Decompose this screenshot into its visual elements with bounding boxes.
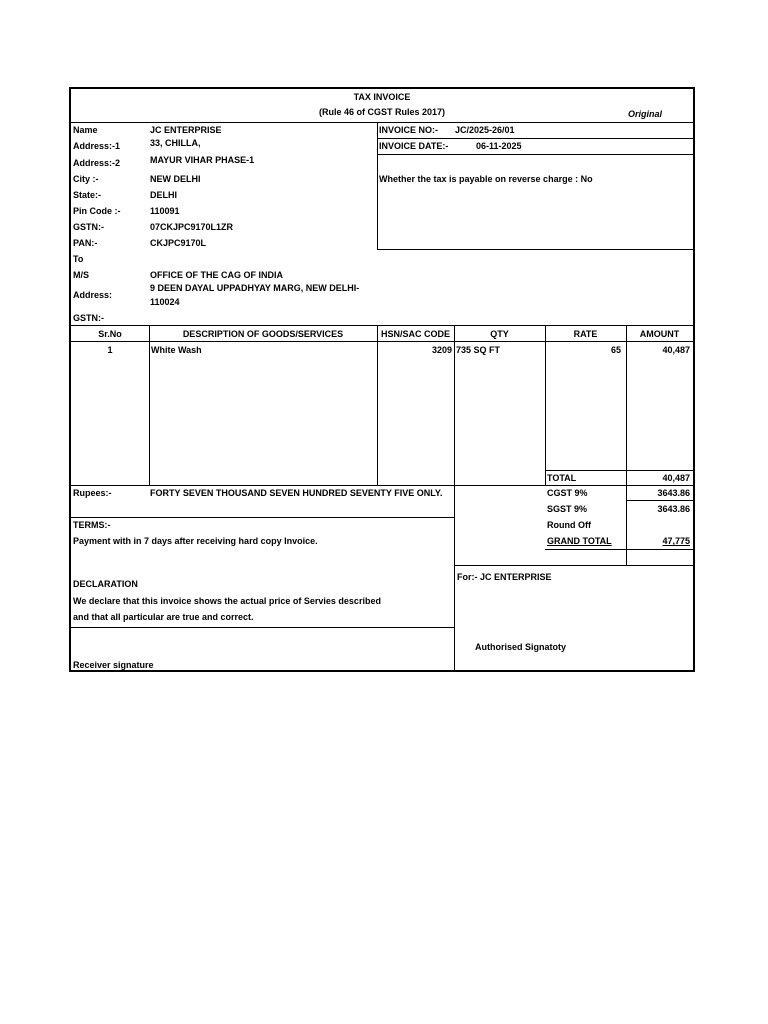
grand-total-top [545, 549, 693, 550]
grand-total-value: 47,775 [662, 536, 690, 546]
total-value: 40,487 [662, 473, 690, 483]
declaration-line1: We declare that this invoice shows the actual price of Servies described [73, 596, 381, 606]
buyer-name: OFFICE OF THE CAG OF INDIA [150, 270, 283, 280]
items-bottom [71, 485, 693, 486]
invoice-no-label: INVOICE NO:- [379, 125, 439, 135]
header-description: DESCRIPTION OF GOODS/SERVICES [182, 329, 344, 339]
declaration-line2: and that all particular are true and correct. [73, 612, 254, 622]
row-sr-no: 1 [107, 345, 113, 355]
authorised-signatory: Authorised Signatoty [475, 642, 567, 652]
row-description: White Wash [151, 345, 202, 355]
seller-invoice-divider [377, 122, 378, 250]
total-label: TOTAL [547, 473, 577, 483]
rupees-divider [71, 517, 454, 518]
header-qty: QTY [490, 329, 509, 339]
seller-state-label: State:- [73, 190, 102, 200]
invoice-no-divider [377, 138, 693, 139]
reverse-charge-divider [377, 249, 693, 250]
sgst-label: SGST 9% [547, 504, 588, 514]
invoice-no: JC/2025-26/01 [455, 125, 515, 135]
seller-pan-label: PAN:- [73, 238, 98, 248]
reverse-charge-note: Whether the tax is payable on reverse charge : No [379, 174, 593, 184]
buyer-ms-label: M/S [73, 270, 90, 280]
seller-name: JC ENTERPRISE [150, 125, 222, 135]
header-rate: RATE [573, 329, 598, 339]
seller-state: DELHI [150, 190, 177, 200]
header-row-bottom [71, 341, 693, 342]
rupees-label: Rupees:- [73, 488, 112, 498]
row-hsn: 3209 [431, 345, 452, 355]
total-row-top [545, 470, 693, 471]
round-off-label: Round Off [547, 520, 591, 530]
rule-reference: (Rule 46 of CGST Rules 2017) [318, 107, 446, 117]
terms-text: Payment with in 7 days after receiving hard copy Invoice. [73, 536, 318, 546]
row-amount: 40,487 [662, 345, 690, 355]
row-rate: 65 [610, 345, 621, 355]
for-company: For:- JC ENTERPRISE [457, 572, 552, 582]
buyer-address-label: Address: [73, 290, 113, 300]
seller-addr1: 33, CHILLA, [150, 138, 201, 148]
col-hsn-divider [454, 325, 455, 670]
cgst-value: 3643.86 [657, 488, 690, 498]
terms-label: TERMS:- [73, 520, 111, 530]
receiver-signature: Receiver signature [73, 660, 154, 670]
seller-addr2-label: Address:-2 [73, 158, 121, 168]
rupees-in-words: FORTY SEVEN THOUSAND SEVEN HUNDRED SEVENTY FIVE ONLY. [150, 488, 443, 498]
seller-gstn-label: GSTN:- [73, 222, 104, 232]
seller-pin-label: Pin Code :- [73, 206, 121, 216]
row-qty: 735 SQ FT [456, 345, 501, 355]
seller-addr2: MAYUR VIHAR PHASE-1 [150, 155, 255, 165]
invoice-date-divider [377, 154, 693, 155]
seller-addr1-label: Address:-1 [73, 141, 121, 151]
buyer-address-line1: 9 DEEN DAYAL UPPADHYAY MARG, NEW DELHI- [150, 283, 360, 293]
seller-name-label: Name [73, 125, 98, 135]
seller-pan: CKJPC9170L [150, 238, 207, 248]
sgst-value: 3643.86 [657, 504, 690, 514]
seller-gstn: 07CKJPC9170L1ZR [150, 222, 234, 232]
to-label: To [73, 254, 84, 264]
declaration-divider [71, 627, 454, 628]
seller-city-label: City :- [73, 174, 99, 184]
header-row-top [71, 325, 693, 326]
cgst-label: CGST 9% [547, 488, 588, 498]
invoice-date-label: INVOICE DATE:- [379, 141, 449, 151]
buyer-address-line2: 110024 [150, 297, 180, 307]
col-sr-divider [149, 325, 150, 486]
copy-label: Original [628, 109, 663, 119]
buyer-gstn-label: GSTN:- [73, 313, 104, 323]
invoice-title: TAX INVOICE [353, 92, 411, 102]
header-sr-no: Sr.No [98, 329, 122, 339]
tax-invoice [69, 87, 695, 672]
title-divider [71, 122, 693, 123]
seller-pin: 110091 [150, 206, 180, 216]
col-rate-divider [626, 325, 627, 566]
invoice-date: 06-11-2025 [476, 141, 522, 151]
grand-total-bottom [454, 565, 693, 566]
seller-city: NEW DELHI [150, 174, 201, 184]
cgst-divider [626, 500, 693, 501]
header-amount: AMOUNT [639, 329, 680, 339]
grand-total-label: GRAND TOTAL [547, 536, 612, 546]
header-hsn: HSN/SAC CODE [380, 329, 450, 339]
declaration-label: DECLARATION [73, 579, 138, 589]
